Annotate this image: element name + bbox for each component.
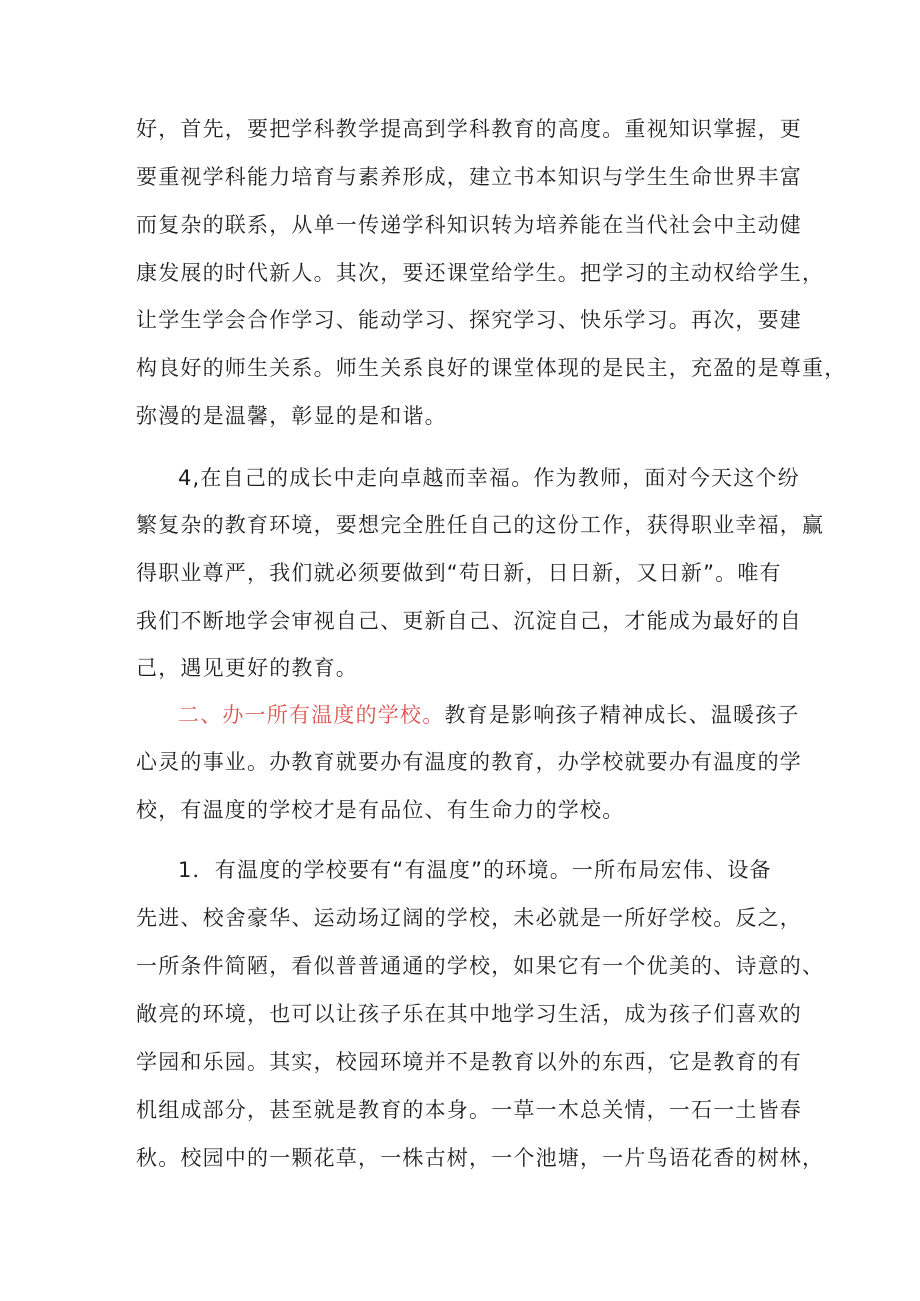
section-heading: 二、办一所有温度的学校。 bbox=[178, 703, 445, 727]
paragraph-line: 弥漫的是温馨，彰显的是和谐。 bbox=[136, 404, 447, 428]
paragraph-line: 要重视学科能力培育与素养形成，建立书本知识与学生生命世界丰富 bbox=[136, 165, 802, 189]
paragraph-line: 敞亮的环境，也可以让孩子乐在其中地学习生活，成为孩子们喜欢的 bbox=[136, 1002, 802, 1026]
paragraph-line: 学园和乐园。其实，校园环境并不是教育以外的东西，它是教育的有 bbox=[136, 1050, 802, 1074]
paragraph-line: 秋。校园中的一颗花草，一株古树，一个池塘，一片鸟语花香的树林， bbox=[136, 1146, 825, 1170]
paragraph-line: 校，有温度的学校才是有品位、有生命力的学校。 bbox=[136, 798, 625, 822]
paragraph-line: 而复杂的联系，从单一传递学科知识转为培养能在当代社会中主动健 bbox=[136, 213, 802, 237]
paragraph-line: 一所条件简陋，看似普普通通的学校，如果它有一个优美的、诗意的、 bbox=[136, 954, 825, 978]
section-heading-rest: 教育是影响孩子精神成长、温暖孩子 bbox=[444, 703, 800, 727]
paragraph-line: 4,在自己的成长中走向卓越而幸福。作为教师，面对今天这个纷 bbox=[178, 466, 800, 490]
paragraph-line: 心灵的事业。办教育就要办有温度的教育，办学校就要办有温度的学 bbox=[136, 750, 802, 774]
paragraph-line: 机组成部分，甚至就是教育的本身。一草一木总关情，一石一土皆春 bbox=[136, 1098, 802, 1122]
paragraph-line: 先进、校舍豪华、运动场辽阔的学校，未必就是一所好学校。反之， bbox=[136, 906, 802, 930]
paragraph-line: 我们不断地学会审视自己、更新自己、沉淀自己，才能成为最好的自 bbox=[136, 609, 802, 633]
paragraph-line: 好，首先，要把学科教学提高到学科教育的高度。重视知识掌握，更 bbox=[136, 117, 802, 141]
paragraph-line: 让学生学会合作学习、能动学习、探究学习、快乐学习。再次，要建 bbox=[136, 308, 802, 332]
paragraph-line: 得职业尊严，我们就必须要做到“苟日新，日日新，又日新”。唯有 bbox=[136, 561, 782, 585]
paragraph-line: 构良好的师生关系。师生关系良好的课堂体现的是民主，充盈的是尊重， bbox=[136, 356, 847, 380]
paragraph-line: 己，遇见更好的教育。 bbox=[136, 656, 358, 680]
paragraph-line: 繁复杂的教育环境，要想完全胜任自己的这份工作，获得职业幸福，赢 bbox=[136, 513, 825, 537]
paragraph-line: 康发展的时代新人。其次，要还课堂给学生。把学习的主动权给学生， bbox=[136, 261, 825, 285]
section-heading-line bbox=[178, 695, 838, 735]
paragraph-line: 1．有温度的学校要有“有温度”的环境。一所布局宏伟、设备 bbox=[178, 858, 772, 882]
